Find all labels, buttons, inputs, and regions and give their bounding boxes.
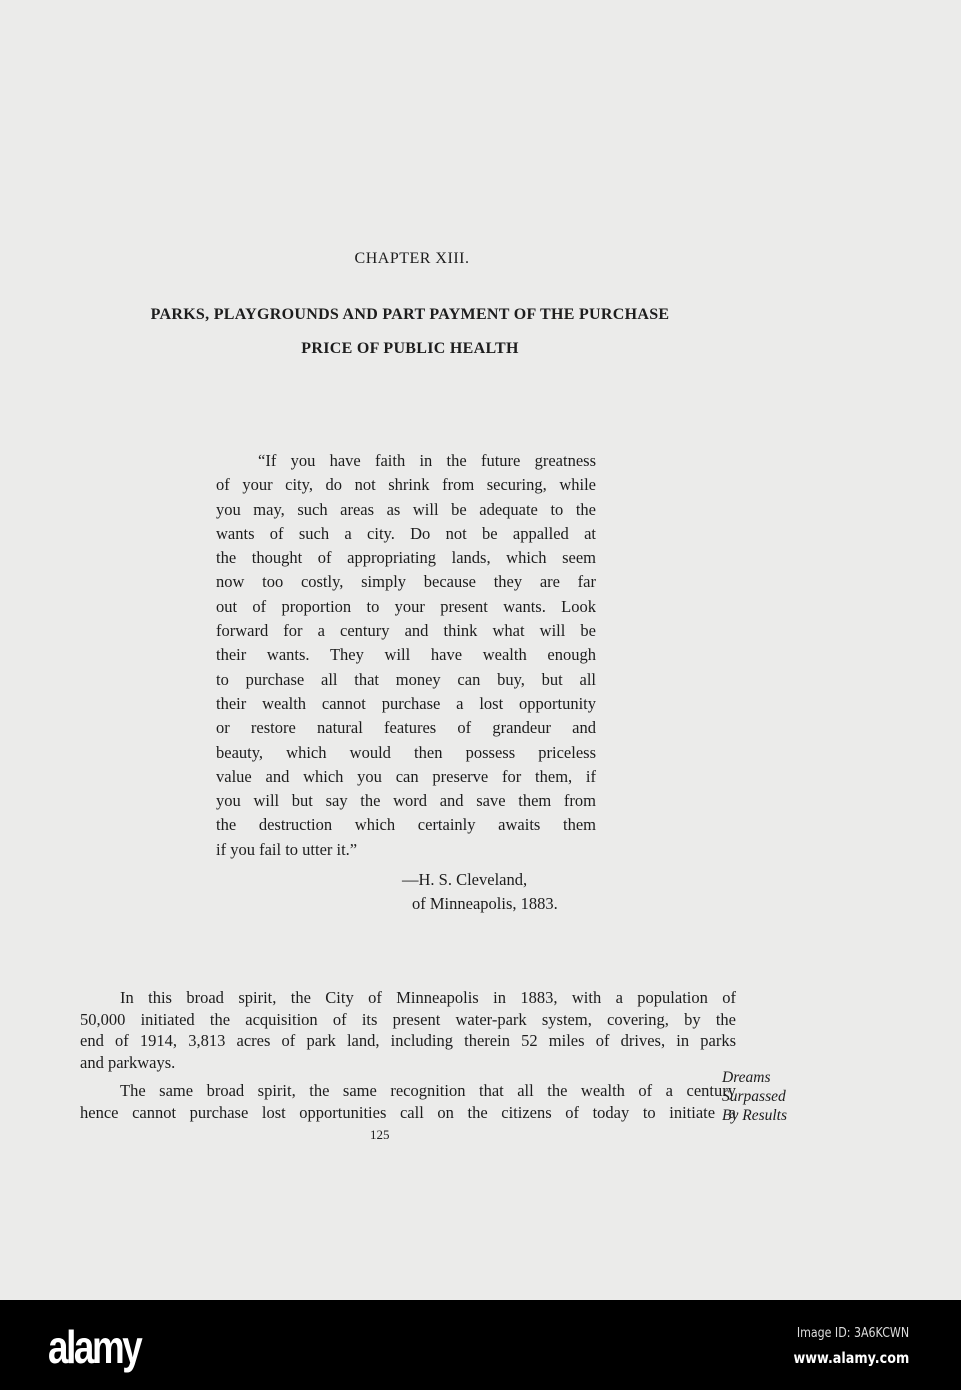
epigraph-quote bbox=[216, 449, 596, 862]
quote-line: their wealth cannot purchase a lost opportunity bbox=[216, 693, 596, 713]
chapter-title-line-2: PRICE OF PUBLIC HEALTH bbox=[301, 340, 519, 357]
paragraph-1 bbox=[80, 987, 736, 1073]
quote-line: you may, such areas as will be adequate to the bbox=[216, 499, 596, 519]
quote-line: of your city, do not shrink from securing, while bbox=[216, 475, 596, 495]
margin-note-line: Dreams bbox=[722, 1069, 771, 1086]
quote-line: forward for a century and think what will be bbox=[216, 621, 596, 641]
paragraph-2 bbox=[80, 1080, 736, 1123]
quote-line: or restore natural features of grandeur and bbox=[216, 718, 596, 738]
quote-line: to purchase all that money can buy, but all bbox=[216, 669, 596, 689]
body-line: hence cannot purchase lost opportunities call on the citizens of today to initiate a bbox=[80, 1102, 736, 1122]
quote-line: you will but say the word and save them from bbox=[216, 791, 596, 811]
watermark-logo: alamy bbox=[48, 1321, 141, 1373]
quote-line: if you fail to utter it.” bbox=[216, 839, 358, 859]
quote-line: out of proportion to your present wants. Look bbox=[216, 596, 596, 616]
chapter-heading: CHAPTER XIII. bbox=[354, 250, 470, 267]
quote-line: beauty, which would then possess priceless bbox=[216, 742, 596, 762]
quote-line: their wants. They will have wealth enough bbox=[216, 645, 596, 665]
watermark-site: www.alamy.com bbox=[793, 1349, 909, 1367]
body-line: In this broad spirit, the City of Minneapolis in 1883, with a population of bbox=[120, 988, 736, 1007]
quote-line: “If you have faith in the future greatness bbox=[258, 451, 596, 470]
margin-note-line: By Results bbox=[722, 1107, 787, 1124]
quote-line: the thought of appropriating lands, which seem bbox=[216, 548, 596, 568]
margin-note bbox=[722, 1068, 787, 1125]
quote-line: wants of such a city. Do not be appalled at bbox=[216, 523, 596, 543]
body-line: 50,000 initiated the acquisition of its present water-park system, covering, by the bbox=[80, 1009, 736, 1029]
chapter-title-line-1: PARKS, PLAYGROUNDS AND PART PAYMENT OF THE PURCHASE bbox=[150, 306, 670, 323]
attribution-place: of Minneapolis, 1883. bbox=[412, 894, 558, 913]
watermark-image-id: Image ID: 3A6KCWN bbox=[796, 1326, 909, 1341]
quote-line: now too costly, simply because they are far bbox=[216, 572, 596, 592]
margin-note-line: Surpassed bbox=[722, 1088, 786, 1105]
attribution-name: —H. S. Cleveland, bbox=[402, 870, 528, 889]
quote-line: the destruction which certainly awaits them bbox=[216, 815, 596, 835]
body-line: end of 1914, 3,813 acres of park land, including therein 52 miles of drives, in parks bbox=[80, 1031, 736, 1050]
body-line: and parkways. bbox=[80, 1052, 176, 1072]
quote-line: value and which you can preserve for them, if bbox=[216, 766, 596, 786]
watermark-banner bbox=[0, 1300, 961, 1390]
page-number: 125 bbox=[370, 1127, 390, 1142]
body-line: The same broad spirit, the same recognition that all the wealth of a century bbox=[120, 1081, 736, 1100]
